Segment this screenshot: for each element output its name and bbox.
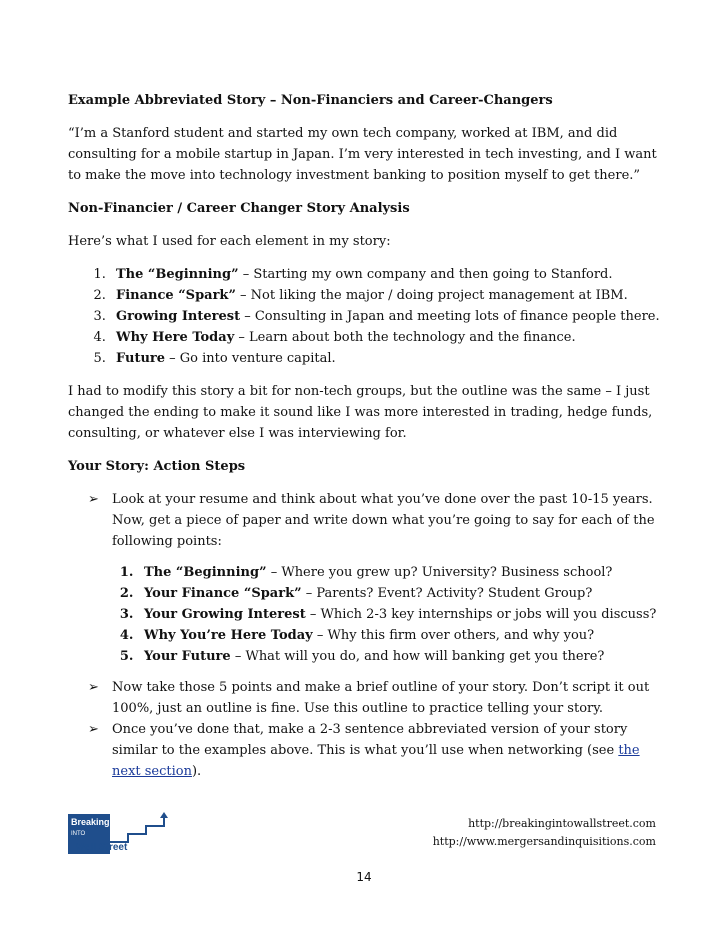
document-body <box>68 90 668 782</box>
section-heading-example-story: Example Abbreviated Story – Non-Financiers and Career-Changers <box>68 93 553 108</box>
footer-urls <box>433 815 656 851</box>
analysis-intro: Here’s what I used for each element in my story: <box>68 234 391 249</box>
arrow-bullet-icon: ➢ <box>88 722 99 737</box>
list-item: 5. Future – Go into venture capital. <box>110 348 668 369</box>
list-item: 3. Growing Interest – Consulting in Japan and meeting lots of finance people there. <box>110 306 668 327</box>
list-item: 4. Why Here Today – Learn about both the technology and the finance. <box>110 327 668 348</box>
logo-text: Wall Street <box>76 842 128 853</box>
page-number: 14 <box>356 870 372 884</box>
next-section-link[interactable]: the next section <box>112 743 640 779</box>
logo-text: INTO <box>71 831 86 837</box>
breaking-into-wall-street-logo <box>68 812 178 856</box>
list-item: 4. Why You’re Here Today – Why this firm over others, and why you? <box>138 625 668 646</box>
list-item: 2. Your Finance “Spark” – Parents? Event? Activity? Student Group? <box>138 583 668 604</box>
list-item: 1. The “Beginning” – Where you grew up? University? Business school? <box>138 562 668 583</box>
list-item: 1. The “Beginning” – Starting my own company and then going to Stanford. <box>110 264 668 285</box>
list-item: 2. Finance “Spark” – Not liking the major / doing project management at IBM. <box>110 285 668 306</box>
analysis-closing: I had to modify this story a bit for non-tech groups, but the outline was the same – I just changed the ending to make it sound like I was more interested in trading, hedge funds, consulting, or whatever else I was interviewing for. <box>68 384 653 441</box>
action-step: ➢ Now take those 5 points and make a brief outline of your story. Don’t script it out 100%, just an outline is fine. Use this outline to practice telling your story. <box>88 677 668 719</box>
arrow-bullet-icon: ➢ <box>88 680 99 695</box>
action-steps-list <box>68 489 668 782</box>
footer-url-mi: http://www.mergersandinquisitions.com <box>432 835 656 848</box>
story-elements-list <box>68 264 668 369</box>
action-step: ➢ Once you’ve done that, make a 2-3 sentence abbreviated version of your story similar to the examples above. This is what you’ll use when networking (see the next section). <box>88 719 668 782</box>
list-item: 5. Your Future – What will you do, and how will banking get you there? <box>138 646 668 667</box>
list-item: 3. Your Growing Interest – Which 2-3 key internships or jobs will you discuss? <box>138 604 668 625</box>
section-heading-analysis: Non-Financier / Career Changer Story Analysis <box>68 201 410 216</box>
arrow-bullet-icon: ➢ <box>88 492 99 507</box>
section-heading-action-steps: Your Story: Action Steps <box>68 459 246 474</box>
story-quote: “I’m a Stanford student and started my own tech company, worked at IBM, and did consulting for a mobile startup in Japan. I’m very interested in tech investing, and I want to make the move into technology investment banking to position myself to get there.” <box>68 126 657 183</box>
story-points-list <box>112 562 668 667</box>
action-step: ➢ Look at your resume and think about what you’ve done over the past 10-15 years. Now, get a piece of paper and write down what you’re going to say for each of the following points: 1. The “Beginning” – Where you grew up? University? Business school? 2. Your Finance “Spark” – Parents? Event? Activity? Student Group? 3. Your Growing Interest – Which 2-3 key internships or jobs will you discuss? 4. Why You’re Here Today – Why this firm over others, and why you? 5. Your Future – What will you do, and how will banking get you there? <box>88 489 668 667</box>
footer-url-biws: http://breakingintowallstreet.com <box>468 817 656 830</box>
logo-text: Breaking <box>71 817 110 827</box>
